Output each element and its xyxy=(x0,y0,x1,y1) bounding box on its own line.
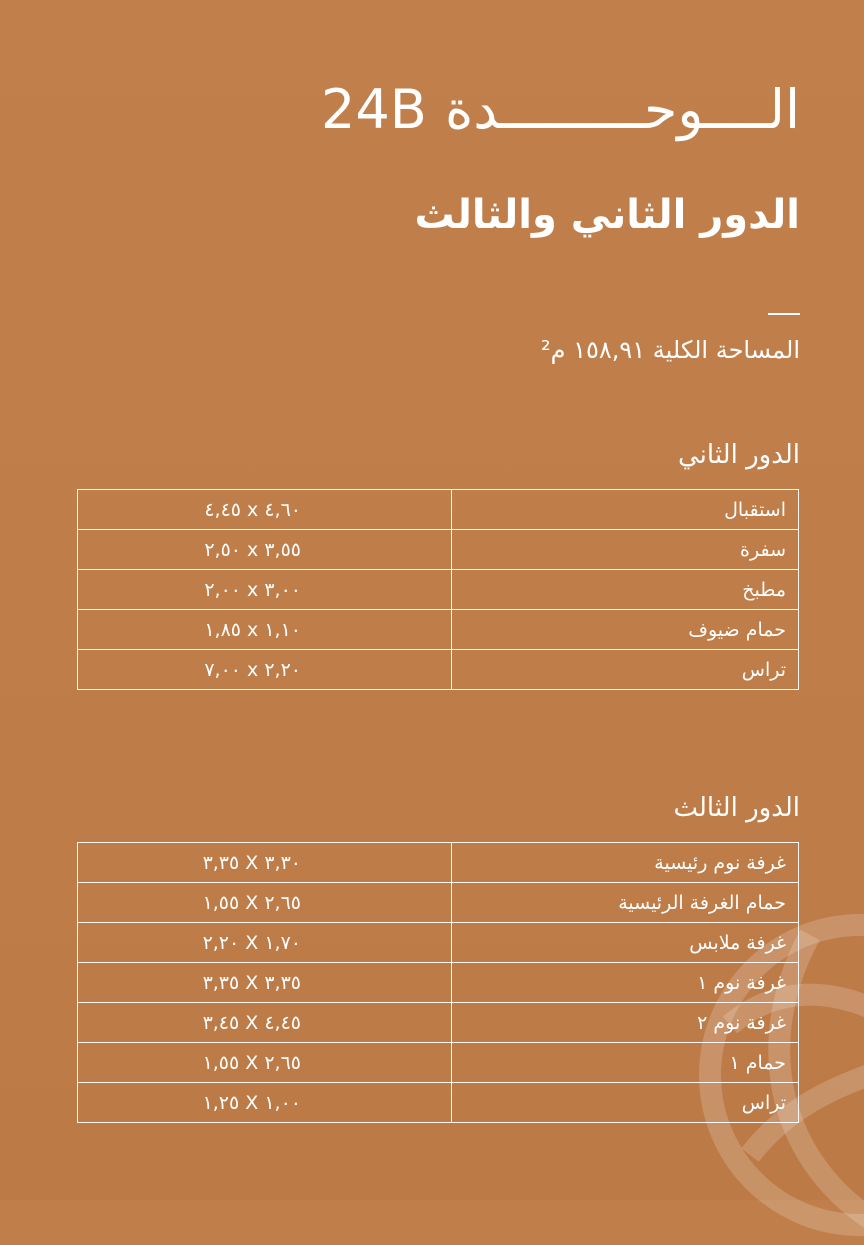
room-dimensions: ٣,٠٠ x ٢,٠٠ xyxy=(78,570,452,610)
total-area: المساحة الكلية ١٥٨,٩١ م² xyxy=(540,336,800,364)
table-row xyxy=(78,570,799,610)
room-name: سفرة xyxy=(452,530,799,570)
table-row xyxy=(78,843,799,883)
room-name: تراس xyxy=(452,650,799,690)
room-dimensions: ٢,٦٥ X ١,٥٥ xyxy=(78,1043,452,1083)
third-floor-title: الدور الثالث xyxy=(673,793,800,823)
room-name: غرفة نوم ١ xyxy=(452,963,799,1003)
room-dimensions: ٣,٣٠ X ٣,٣٥ xyxy=(78,843,452,883)
room-dimensions: ١,٠٠ X ١,٢٥ xyxy=(78,1083,452,1123)
floors-title: الدور الثاني والثالث xyxy=(414,192,800,238)
room-name: غرفة ملابس xyxy=(452,923,799,963)
table-row xyxy=(78,530,799,570)
room-name: حمام ضيوف xyxy=(452,610,799,650)
room-name: استقبال xyxy=(452,490,799,530)
third-floor-table xyxy=(77,842,799,1123)
table-row xyxy=(78,610,799,650)
room-dimensions: ٤,٤٥ X ٣,٤٥ xyxy=(78,1003,452,1043)
room-name: غرفة نوم رئيسية xyxy=(452,843,799,883)
room-name: حمام الغرفة الرئيسية xyxy=(452,883,799,923)
second-floor-title: الدور الثاني xyxy=(678,440,800,470)
table-row xyxy=(78,923,799,963)
room-dimensions: ٢,٢٠ x ٧,٠٠ xyxy=(78,650,452,690)
table-row xyxy=(78,650,799,690)
room-name: غرفة نوم ٢ xyxy=(452,1003,799,1043)
room-dimensions: ١,١٠ x ١,٨٥ xyxy=(78,610,452,650)
divider-dash xyxy=(768,313,800,315)
room-dimensions: ٢,٦٥ X ١,٥٥ xyxy=(78,883,452,923)
second-floor-table xyxy=(77,489,799,690)
room-name: تراس xyxy=(452,1083,799,1123)
room-name: حمام ١ xyxy=(452,1043,799,1083)
unit-title: الــــوحـــــــــدة 24B xyxy=(321,78,800,141)
room-dimensions: ١,٧٠ X ٢,٢٠ xyxy=(78,923,452,963)
room-dimensions: ٣,٣٥ X ٣,٣٥ xyxy=(78,963,452,1003)
table-row xyxy=(78,963,799,1003)
room-name: مطبخ xyxy=(452,570,799,610)
table-row xyxy=(78,1083,799,1123)
room-dimensions: ٤,٦٠ x ٤,٤٥ xyxy=(78,490,452,530)
table-row xyxy=(78,883,799,923)
table-row xyxy=(78,1003,799,1043)
table-row xyxy=(78,490,799,530)
room-dimensions: ٣,٥٥ x ٢,٥٠ xyxy=(78,530,452,570)
table-row xyxy=(78,1043,799,1083)
